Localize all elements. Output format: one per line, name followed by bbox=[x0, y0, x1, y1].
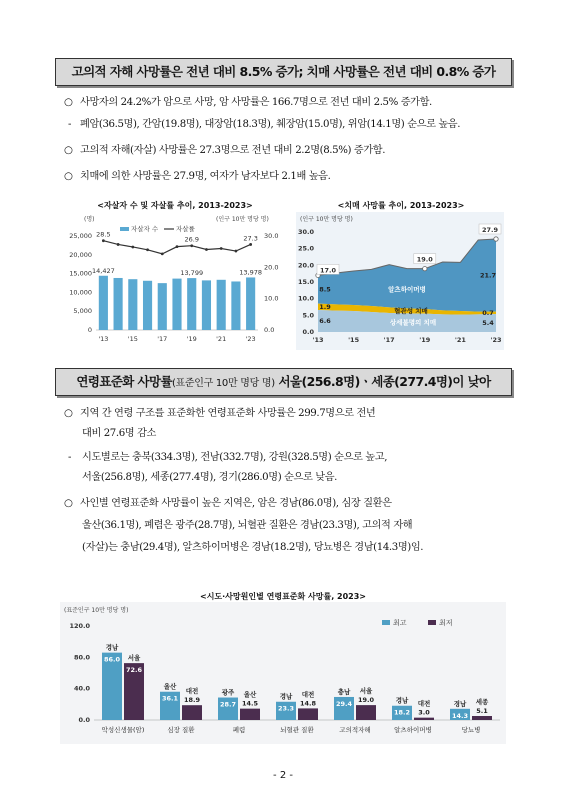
lowest-value-label: 3.0 bbox=[418, 708, 430, 717]
x-tick-label: '19 bbox=[186, 335, 197, 343]
lowest-value-label: 19.0 bbox=[357, 696, 375, 705]
left-tick-label: 20,000 bbox=[69, 250, 92, 259]
legend-low-label: 최저 bbox=[439, 619, 453, 627]
x-tick-label: '17 bbox=[383, 336, 395, 344]
x-tick-label: '23 bbox=[490, 336, 502, 344]
alz-start-label: 8.5 bbox=[319, 285, 331, 294]
highest-value-label: 36.1 bbox=[161, 694, 179, 703]
lowest-value-label: 14.8 bbox=[299, 699, 317, 708]
suicide-rate-point bbox=[146, 248, 149, 251]
x-tick-label: '13 bbox=[312, 336, 324, 344]
highest-region-label: 경남 bbox=[105, 643, 119, 652]
lowest-region-label: 대전 bbox=[185, 687, 199, 696]
legend-bar-label: 자살자 수 bbox=[131, 225, 159, 233]
dementia-chart bbox=[296, 212, 504, 350]
suicide-rate-point bbox=[190, 244, 193, 247]
right-tick-label: 10.0 bbox=[264, 294, 279, 303]
x-tick-label: '23 bbox=[245, 335, 256, 343]
y-tick-label: 120.0 bbox=[69, 622, 90, 630]
y-tick-label: 25.0 bbox=[297, 244, 314, 253]
left-tick-label: 15,000 bbox=[69, 269, 92, 278]
page-number: - 2 - bbox=[273, 770, 293, 781]
suicide-count-bar bbox=[187, 278, 196, 330]
suicide-rate-point bbox=[235, 250, 238, 253]
bullet-item bbox=[68, 116, 460, 134]
highest-value-label: 23.3 bbox=[277, 704, 295, 713]
y-tick-label: 80.0 bbox=[73, 653, 90, 662]
lowest-bar bbox=[414, 718, 434, 720]
x-tick-label: '19 bbox=[419, 336, 431, 344]
suicide-chart bbox=[58, 212, 298, 350]
alz-series-label: 알츠하이머병 bbox=[388, 285, 426, 294]
regional-chart bbox=[60, 602, 506, 744]
lowest-region-label: 울산 bbox=[243, 690, 257, 699]
y-tick-label: 5.0 bbox=[302, 311, 314, 320]
x-tick-label: '21 bbox=[216, 335, 227, 343]
section2-heading bbox=[55, 368, 512, 396]
bar-value-label: 14,427 bbox=[91, 266, 115, 275]
suicide-count-bar bbox=[217, 280, 226, 330]
suicide-rate-point bbox=[161, 252, 164, 255]
lowest-bar bbox=[356, 705, 376, 720]
x-tick-label: '13 bbox=[98, 335, 109, 343]
chart3-title: <시도·사망원인별 연령표준화 사망률, 2023> bbox=[199, 592, 367, 601]
highest-region-label: 광주 bbox=[221, 688, 235, 697]
bar-value-label: 13,978 bbox=[239, 268, 263, 277]
bullet-mark: ○ bbox=[64, 408, 73, 419]
legend-high-label: 최고 bbox=[393, 619, 407, 627]
suicide-rate-point bbox=[249, 243, 252, 246]
lowest-region-label: 서울 bbox=[359, 687, 373, 696]
bullet-text: (자살)는 충남(29.4명), 알츠하이머병은 경남(18.2명), 당뇨병은 경남(14.3명)임. bbox=[82, 542, 424, 553]
lowest-region-label: 대전 bbox=[417, 699, 431, 708]
bullet-text: 사망자의 24.2%가 암으로 사망, 암 사망률은 166.7명으로 전년 대비 2.5% 증가함. bbox=[80, 97, 432, 108]
x-tick-label: '15 bbox=[348, 336, 360, 344]
lowest-bar bbox=[240, 709, 260, 720]
bullet-item bbox=[68, 449, 387, 467]
bullet-item bbox=[64, 142, 385, 160]
highest-value-label: 28.7 bbox=[219, 700, 237, 709]
section2-heading-main: 연령표준화 사망률 bbox=[76, 374, 172, 389]
y-tick-label: 10.0 bbox=[297, 294, 314, 303]
highest-region-label: 경남 bbox=[279, 692, 293, 701]
left-axis-unit: (명) bbox=[84, 216, 95, 223]
left-tick-label: 0 bbox=[87, 326, 92, 334]
lowest-value-label: 14.5 bbox=[241, 699, 259, 708]
category-label: 뇌혈관 질환 bbox=[280, 726, 314, 734]
lowest-region-label: 서울 bbox=[127, 654, 141, 663]
category-label: 악성신생물(암) bbox=[101, 726, 145, 734]
suicide-count-bar bbox=[202, 280, 211, 330]
bullet-mark: ○ bbox=[64, 498, 73, 509]
left-tick-label: 25,000 bbox=[69, 232, 92, 240]
bullet-mark: - bbox=[68, 452, 72, 463]
y-tick-label: 40.0 bbox=[73, 684, 90, 693]
highest-value-label: 29.4 bbox=[335, 699, 353, 708]
total-end-label: 27.9 bbox=[481, 226, 499, 234]
section1-heading: 고의적 자해 사망률은 전년 대비 8.5% 증가; 치매 사망률은 전년 대비 0.8% 증가 bbox=[55, 58, 512, 86]
lowest-region-label: 대전 bbox=[301, 690, 315, 699]
section2-heading-rest: 서울(256.8명)ㆍ세종(277.4명)이 낮아 bbox=[274, 374, 491, 389]
bullet-item bbox=[64, 405, 375, 423]
total-start-label: 17.0 bbox=[319, 266, 337, 275]
total-mid-label: 19.0 bbox=[416, 255, 433, 264]
chart1-title: <자살자 수 및 자살률 추이, 2013-2023> bbox=[97, 201, 253, 210]
suicide-count-bar bbox=[231, 281, 240, 330]
chart2-title: <치매 사망률 추이, 2013-2023> bbox=[337, 201, 465, 210]
category-label: 심장 질환 bbox=[167, 726, 195, 734]
bullet-mark: ○ bbox=[64, 171, 73, 182]
bullet-text: 치매에 의한 사망률은 27.9명, 여자가 남자보다 2.1배 높음. bbox=[80, 171, 331, 182]
highest-region-label: 울산 bbox=[163, 682, 177, 691]
y-tick-label: 20.0 bbox=[297, 261, 314, 270]
highest-region-label: 경남 bbox=[453, 699, 467, 708]
left-tick-label: 5,000 bbox=[73, 307, 92, 316]
bullet-text: 시도별로는 충북(334.3명), 전남(332.7명), 강원(328.5명) 순으로 높고, bbox=[82, 452, 388, 463]
category-label: 폐렴 bbox=[232, 726, 246, 734]
suicide-count-bar bbox=[128, 279, 137, 330]
x-tick-label: '21 bbox=[454, 336, 466, 344]
total-point bbox=[494, 237, 498, 241]
suicide-rate-point bbox=[117, 243, 120, 246]
rate-value-label: 26.9 bbox=[184, 235, 199, 244]
suicide-count-bar bbox=[172, 279, 181, 330]
bullet-mark: ○ bbox=[64, 97, 73, 108]
legend-high-swatch bbox=[382, 620, 390, 625]
highest-value-label: 86.0 bbox=[103, 655, 121, 664]
bullet-text: 서울(256.8명), 세종(277.4명), 경기(286.0명) 순으로 낮음. bbox=[82, 472, 337, 483]
bullet-continuation bbox=[82, 517, 412, 535]
vasc-series-label: 혈관성 치매 bbox=[394, 306, 428, 315]
unspec-series-label: 상세불명의 치매 bbox=[389, 318, 437, 327]
lowest-value-label: 72.6 bbox=[125, 666, 143, 675]
category-label: 당뇨병 bbox=[461, 726, 481, 734]
bullet-item bbox=[64, 495, 392, 513]
suicide-rate-point bbox=[131, 246, 134, 249]
bullet-mark: - bbox=[68, 119, 72, 130]
section2-heading-unit: (표준인구 10만 명당 명) bbox=[171, 378, 275, 389]
suicide-count-bar bbox=[114, 278, 123, 330]
legend-bar-swatch bbox=[120, 227, 129, 231]
category-label: 고의적자해 bbox=[339, 726, 371, 734]
bullet-text: 고의적 자해(자살) 사망률은 27.3명으로 전년 대비 2.2명(8.5%) 증가함. bbox=[80, 145, 386, 156]
highest-region-label: 충남 bbox=[337, 687, 351, 696]
right-tick-label: 0.0 bbox=[264, 326, 275, 334]
right-tick-label: 30.0 bbox=[264, 232, 279, 240]
highest-value-label: 18.2 bbox=[393, 708, 411, 717]
vasc-end-label: 0.7 bbox=[482, 308, 494, 317]
chart3-unit: (표준인구 10만 명당 명) bbox=[64, 607, 129, 614]
x-tick-label: '15 bbox=[127, 335, 138, 343]
unspec-start-label: 6.6 bbox=[319, 317, 331, 325]
legend-low-swatch bbox=[428, 620, 436, 625]
highest-region-label: 경남 bbox=[395, 696, 409, 705]
bullet-item bbox=[64, 168, 330, 186]
total-point bbox=[423, 266, 427, 270]
suicide-rate-point bbox=[102, 239, 105, 242]
lowest-value-label: 5.1 bbox=[476, 707, 488, 716]
suicide-rate-point bbox=[176, 245, 179, 248]
bullet-text: 대비 27.6명 감소 bbox=[82, 428, 156, 439]
lowest-bar bbox=[182, 705, 202, 720]
bullet-text: 지역 간 연령 구조를 표준화한 연령표준화 사망률은 299.7명으로 전년 bbox=[80, 408, 376, 419]
suicide-rate-point bbox=[205, 248, 208, 251]
left-tick-label: 10,000 bbox=[69, 288, 92, 297]
rate-value-label: 28.5 bbox=[96, 230, 111, 239]
y-tick-label: 0.0 bbox=[302, 328, 314, 336]
alz-end-label: 21.7 bbox=[479, 271, 497, 280]
bullet-text: 사인별 연령표준화 사망률이 높은 지역은, 암은 경남(86.0명), 심장 질환은 bbox=[80, 498, 392, 509]
rate-value-label: 27.3 bbox=[243, 234, 258, 243]
lowest-bar bbox=[298, 708, 318, 720]
lowest-bar bbox=[472, 716, 492, 720]
bullet-text: 폐암(36.5명), 간암(19.8명), 대장암(18.3명), 췌장암(15.0명), 위암(14.1명) 순으로 높음. bbox=[80, 119, 461, 130]
bullet-text: 울산(36.1명), 폐렴은 광주(28.7명), 뇌혈관 질환은 경남(23.3명), 고의적 자해 bbox=[82, 520, 413, 531]
suicide-count-bar bbox=[99, 276, 108, 330]
lowest-region-label: 세종 bbox=[475, 698, 489, 707]
lowest-value-label: 18.9 bbox=[183, 696, 201, 705]
suicide-count-bar bbox=[143, 281, 152, 330]
bullet-continuation bbox=[82, 539, 423, 557]
y-tick-label: 30.0 bbox=[297, 228, 314, 236]
bullet-mark: ○ bbox=[64, 145, 73, 156]
chart2-unit: (인구 10만 명당 명) bbox=[300, 216, 353, 223]
bullet-item bbox=[64, 94, 432, 112]
bullet-continuation bbox=[82, 469, 337, 487]
y-tick-label: 0.0 bbox=[78, 716, 90, 724]
suicide-count-bar bbox=[158, 283, 167, 330]
suicide-rate-point bbox=[220, 247, 223, 250]
highest-value-label: 14.3 bbox=[451, 711, 469, 720]
y-tick-label: 15.0 bbox=[297, 278, 314, 286]
unspec-end-label: 5.4 bbox=[482, 319, 494, 327]
x-tick-label: '17 bbox=[157, 335, 168, 343]
vasc-start-label: 1.9 bbox=[319, 302, 331, 311]
right-tick-label: 20.0 bbox=[264, 263, 279, 272]
bar-value-label: 13,799 bbox=[180, 269, 204, 278]
legend-line-label: 자살률 bbox=[176, 225, 195, 233]
right-axis-unit: (인구 10만 명당 명) bbox=[216, 216, 269, 223]
category-label: 알츠하이머병 bbox=[394, 726, 432, 734]
bullet-continuation bbox=[82, 425, 156, 443]
suicide-count-bar bbox=[246, 277, 255, 330]
